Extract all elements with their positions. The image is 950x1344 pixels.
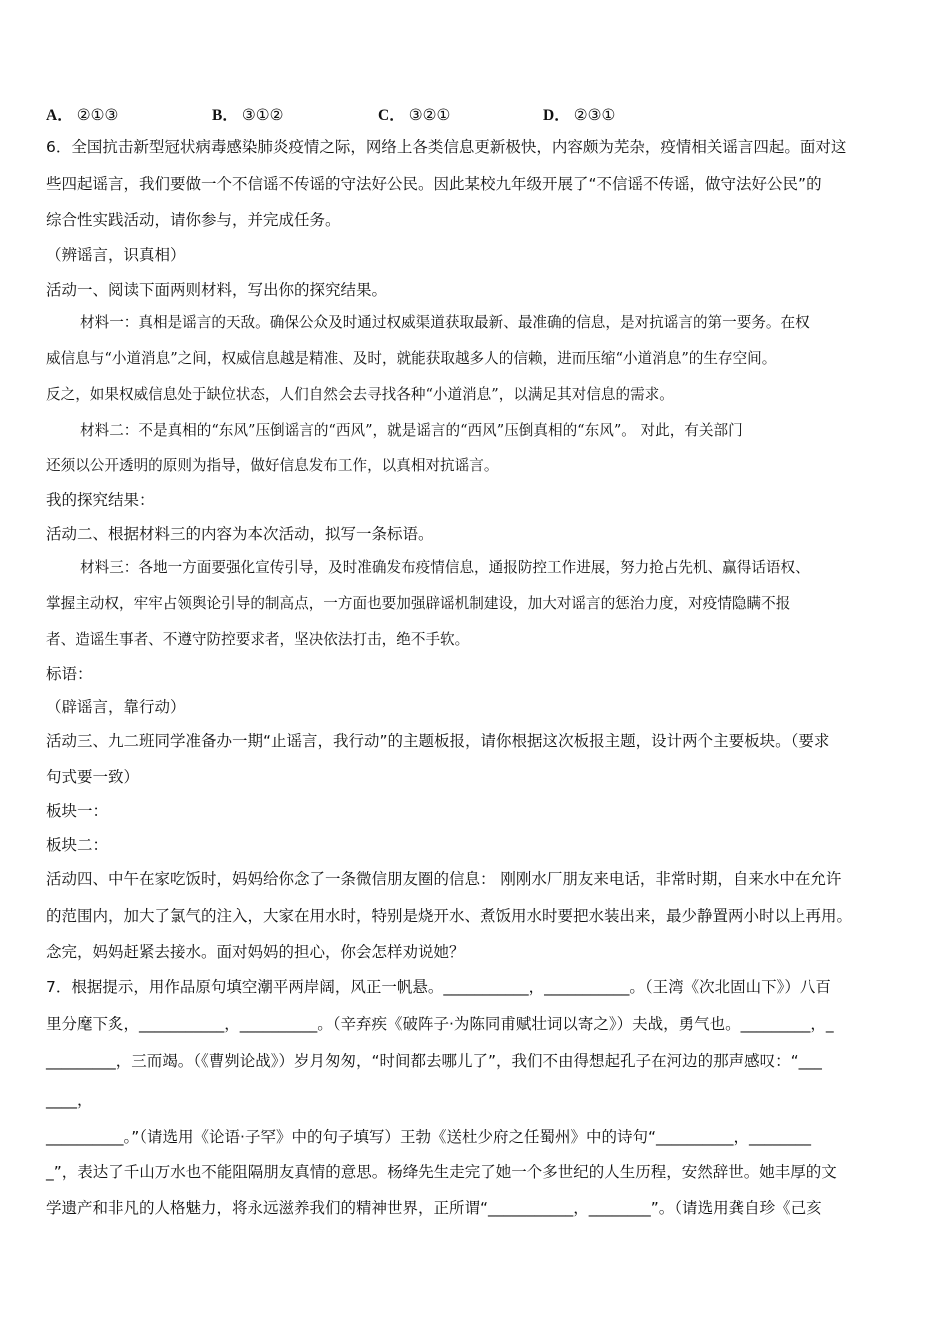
- material-1-text: 材料一：真相是谣言的天敌。确保公众及时通过权威渠道获取最新、最准确的信息，是对抗谣言的第一要务。在权: [80, 314, 810, 331]
- answer-label: 我的探究结果：: [46, 491, 155, 509]
- section-heading: （辨谣言，识真相）: [46, 246, 186, 264]
- option-label: C．: [378, 107, 405, 124]
- material-1-text: 反之，如果权威信息处于缺位状态，人们自然会去寻找各种“小道消息”，以满足其对信息的需求。: [46, 386, 674, 403]
- option-b: [212, 103, 284, 125]
- option-text: ②③①: [573, 106, 616, 124]
- activity-3-heading: 活动三、九二班同学准备办一期“止谣言，我行动”的主题板报，请你根据这次板报主题，设计两个主要板块。（要求: [46, 732, 830, 750]
- option-label: D．: [543, 107, 570, 124]
- activity-3-heading: 句式要一致）: [46, 768, 140, 786]
- material-3-text: 材料三：各地一方面要强化宣传引导，及时准确发布疫情信息，通报防控工作进展，努力抢占先机、赢得话语权、: [80, 559, 810, 576]
- option-d: [543, 103, 615, 125]
- question-7-text: _”，表达了千山万水也不能阻隔朋友真情的意思。杨绛先生走完了她一个多世纪的人生历程，安然辞世。她丰厚的文: [46, 1163, 837, 1181]
- material-1-text: 威信息与“小道消息”之间，权威信息越是精准、及时，就能获取越多人的信赖，进而压缩“小道消息”的生存空间。: [46, 350, 777, 367]
- material-2-text: 还须以公开透明的原则为指导，做好信息发布工作，以真相对抗谣言。: [46, 457, 499, 474]
- option-c: [378, 103, 450, 125]
- activity-4-text: 念完，妈妈赶紧去接水。面对妈妈的担心，你会怎样劝说她？: [46, 943, 465, 961]
- question-7-text: _________，三而竭。（《曹刿论战》）岁月匆匆，“时间都去哪儿了”，我们不由得想起孔子在河边的那声感叹：“___: [46, 1052, 822, 1070]
- option-label: A．: [46, 107, 73, 124]
- material-3-text: 者、造谣生事者、不遵守防控要求者，坚决依法打击，绝不手软。: [46, 631, 470, 648]
- question-7-text: 7．根据提示，用作品原句填空潮平两岸阔，风正一帆悬。___________，___________。（王湾《次北固山下》）八百: [46, 978, 831, 996]
- answer-label: 板块一：: [46, 802, 109, 820]
- option-label: B．: [212, 107, 238, 124]
- question-7-text: __________。”（请选用《论语·子罕》中的句子填写）王勃《送杜少府之任蜀州》中的诗句“__________，________: [46, 1128, 811, 1146]
- answer-label: 板块二：: [46, 836, 109, 854]
- activity-4-text: 活动四、中午在家吃饭时，妈妈给你念了一条微信朋友圈的信息： 刚刚水厂朋友来电话，非常时期，自来水中在允许: [46, 870, 842, 888]
- question-6-text: 综合性实践活动，请你参与，并完成任务。: [46, 211, 341, 229]
- question-6-text: 些四起谣言，我们要做一个不信谣不传谣的守法好公民。因此某校九年级开展了“不信谣不传谣，做守法好公民”的: [46, 175, 822, 193]
- activity-2-heading: 活动二、根据材料三的内容为本次活动，拟写一条标语。: [46, 525, 434, 543]
- question-7-text: ____，: [46, 1091, 93, 1109]
- option-a: [46, 103, 118, 125]
- question-7-text: 里分麾下炙，___________，__________。（辛弃疾《破阵子·为陈同甫赋壮词以寄之》）夫战，勇气也。_________，_: [46, 1015, 834, 1033]
- answer-label: 标语：: [46, 665, 93, 683]
- question-6-text: 6．全国抗击新型冠状病毒感染肺炎疫情之际，网络上各类信息更新极快，内容颇为芜杂，疫情相关谣言四起。面对这: [46, 138, 847, 156]
- section-heading: （辟谣言，靠行动）: [46, 698, 186, 716]
- material-2-text: 材料二：不是真相的“东风”压倒谣言的“西风”，就是谣言的“西风”压倒真相的“东风”。 对此，有关部门: [80, 422, 743, 439]
- option-text: ②①③: [76, 106, 119, 124]
- activity-1-heading: 活动一、阅读下面两则材料，写出你的探究结果。: [46, 281, 388, 299]
- option-text: ③①②: [241, 106, 284, 124]
- question-7-text: 学遗产和非凡的人格魅力，将永远滋养我们的精神世界，正所谓“___________，________”。（请选用龚自珍《己亥: [46, 1199, 822, 1217]
- material-3-text: 掌握主动权，牢牢占领舆论引导的制高点，一方面也要加强辟谣机制建设，加大对谣言的惩治力度，对疫情隐瞒不报: [46, 595, 791, 612]
- activity-4-text: 的范围内，加大了氯气的注入，大家在用水时，特别是烧开水、煮饭用水时要把水装出来，最少静置两小时以上再用。: [46, 907, 853, 925]
- option-text: ③②①: [408, 106, 451, 124]
